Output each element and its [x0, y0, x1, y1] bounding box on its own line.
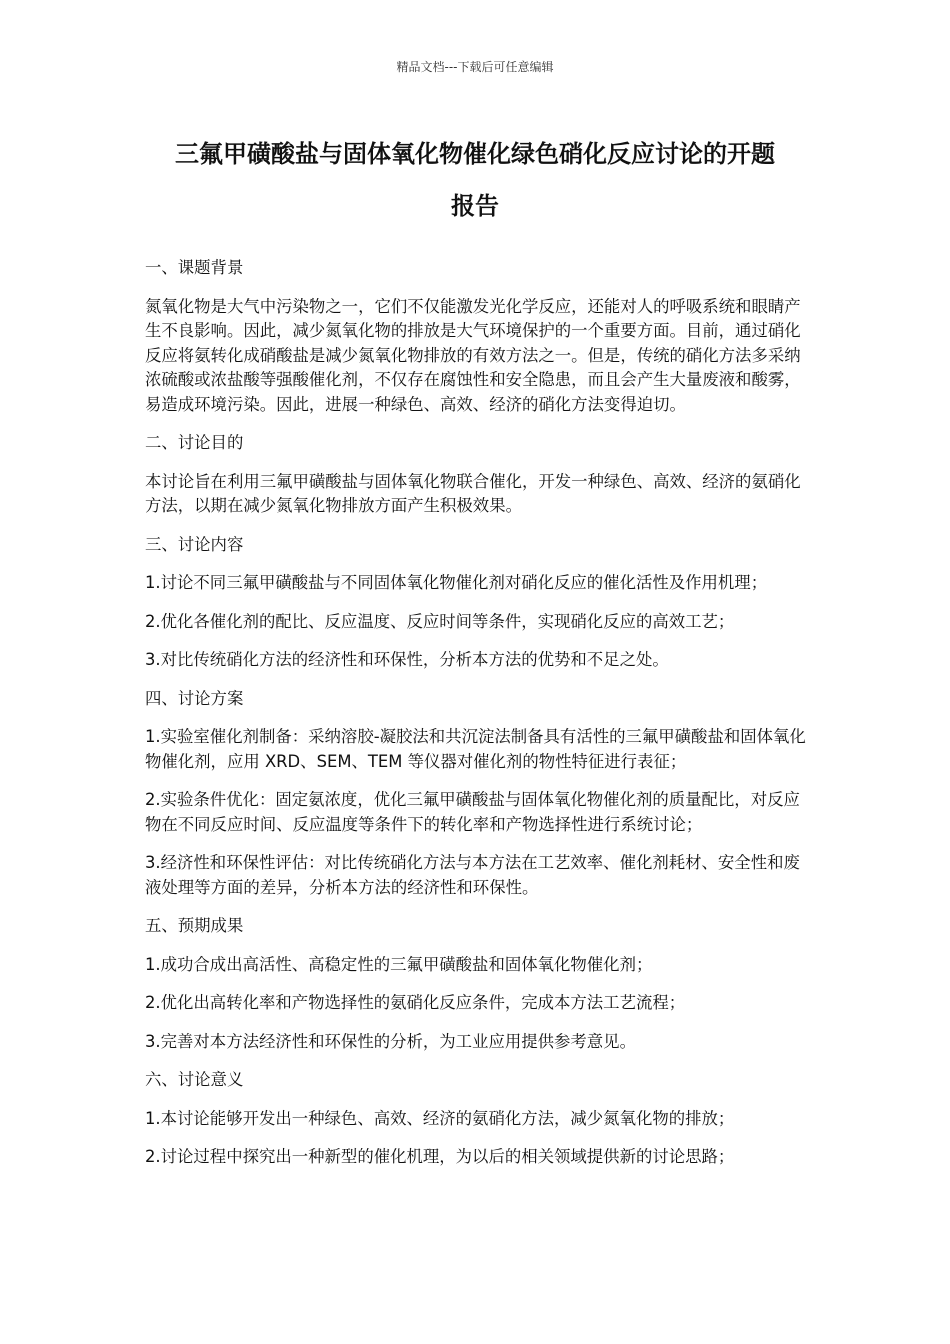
- list-item: 1.成功合成出高活性、高稳定性的三氟甲磺酸盐和固体氧化物催化剂；: [145, 954, 653, 974]
- list-item: 1.讨论不同三氟甲磺酸盐与不同固体氧化物催化剂对硝化反应的催化活性及作用机理；: [145, 573, 768, 592]
- purpose-paragraph: 本讨论旨在利用三氟甲磺酸盐与固体氧化物联合催化，开发一种绿色、高效、经济的氨硝化方法，以期在减少氮氧化物排放方面产生积极效果。: [145, 471, 801, 515]
- section-heading-outcomes: 五、预期成果: [145, 916, 244, 935]
- section-heading-content: 三、讨论内容: [145, 534, 244, 554]
- list-item: 3.对比传统硝化方法的经济性和环保性，分析本方法的优势和不足之处。: [145, 650, 669, 669]
- title-line-2: 报告: [451, 192, 499, 220]
- list-item: 2.优化出高转化率和产物选择性的氨硝化反应条件，完成本方法工艺流程；: [145, 993, 686, 1012]
- document-body: [145, 256, 810, 1184]
- section-heading-significance: 六、讨论意义: [145, 1070, 244, 1089]
- section-heading-purpose: 二、讨论目的: [145, 433, 244, 452]
- list-item: 2.实验条件优化：固定氨浓度，优化三氟甲磺酸盐与固体氧化物催化剂的质量配比，对反应物在不同反应时间、反应温度等条件下的转化率和产物选择性进行系统讨论；: [145, 790, 800, 834]
- document-title: [150, 128, 800, 232]
- list-item: 2.优化各催化剂的配比、反应温度、反应时间等条件，实现硝化反应的高效工艺；: [145, 611, 735, 631]
- section-heading-background: 一、课题背景: [145, 258, 244, 277]
- list-item: 2.讨论过程中探究出一种新型的催化机理，为以后的相关领域提供新的讨论思路；: [145, 1147, 735, 1166]
- list-item: 1.实验室催化剂制备：采纳溶胶-凝胶法和共沉淀法制备具有活性的三氟甲磺酸盐和固体氧化物催化剂，应用 XRD、SEM、TEM 等仪器对催化剂的物性特征进行表征；: [145, 727, 806, 771]
- list-item: 3.完善对本方法经济性和环保性的分析，为工业应用提供参考意见。: [145, 1031, 636, 1051]
- section-heading-plan: 四、讨论方案: [145, 688, 244, 708]
- list-item: 1.本讨论能够开发出一种绿色、高效、经济的氨硝化方法，减少氮氧化物的排放；: [145, 1108, 735, 1128]
- background-paragraph: 氮氧化物是大气中污染物之一，它们不仅能激发光化学反应，还能对人的呼吸系统和眼睛产生不良影响。因此，减少氮氧化物的排放是大气环境保护的一个重要方面。目前，通过硝化反应将氨转化成硝酸盐是减少氮氧化物排放的有效方法之一。但是，传统的硝化方法多采纳浓硫酸或浓盐酸等强酸催化剂，不仅存在腐蚀性和安全隐患，而且会产生大量废液和酸雾，易造成环境污染。因此，进展一种绿色、高效、经济的硝化方法变得迫切。: [145, 296, 801, 414]
- header-note: 精品文档---下载后可任意编辑: [396, 60, 554, 74]
- title-line-1: 三氟甲磺酸盐与固体氧化物催化绿色硝化反应讨论的开题: [175, 140, 775, 168]
- list-item: 3.经济性和环保性评估：对比传统硝化方法与本方法在工艺效率、催化剂耗材、安全性和废液处理等方面的差异，分析本方法的经济性和环保性。: [145, 853, 800, 897]
